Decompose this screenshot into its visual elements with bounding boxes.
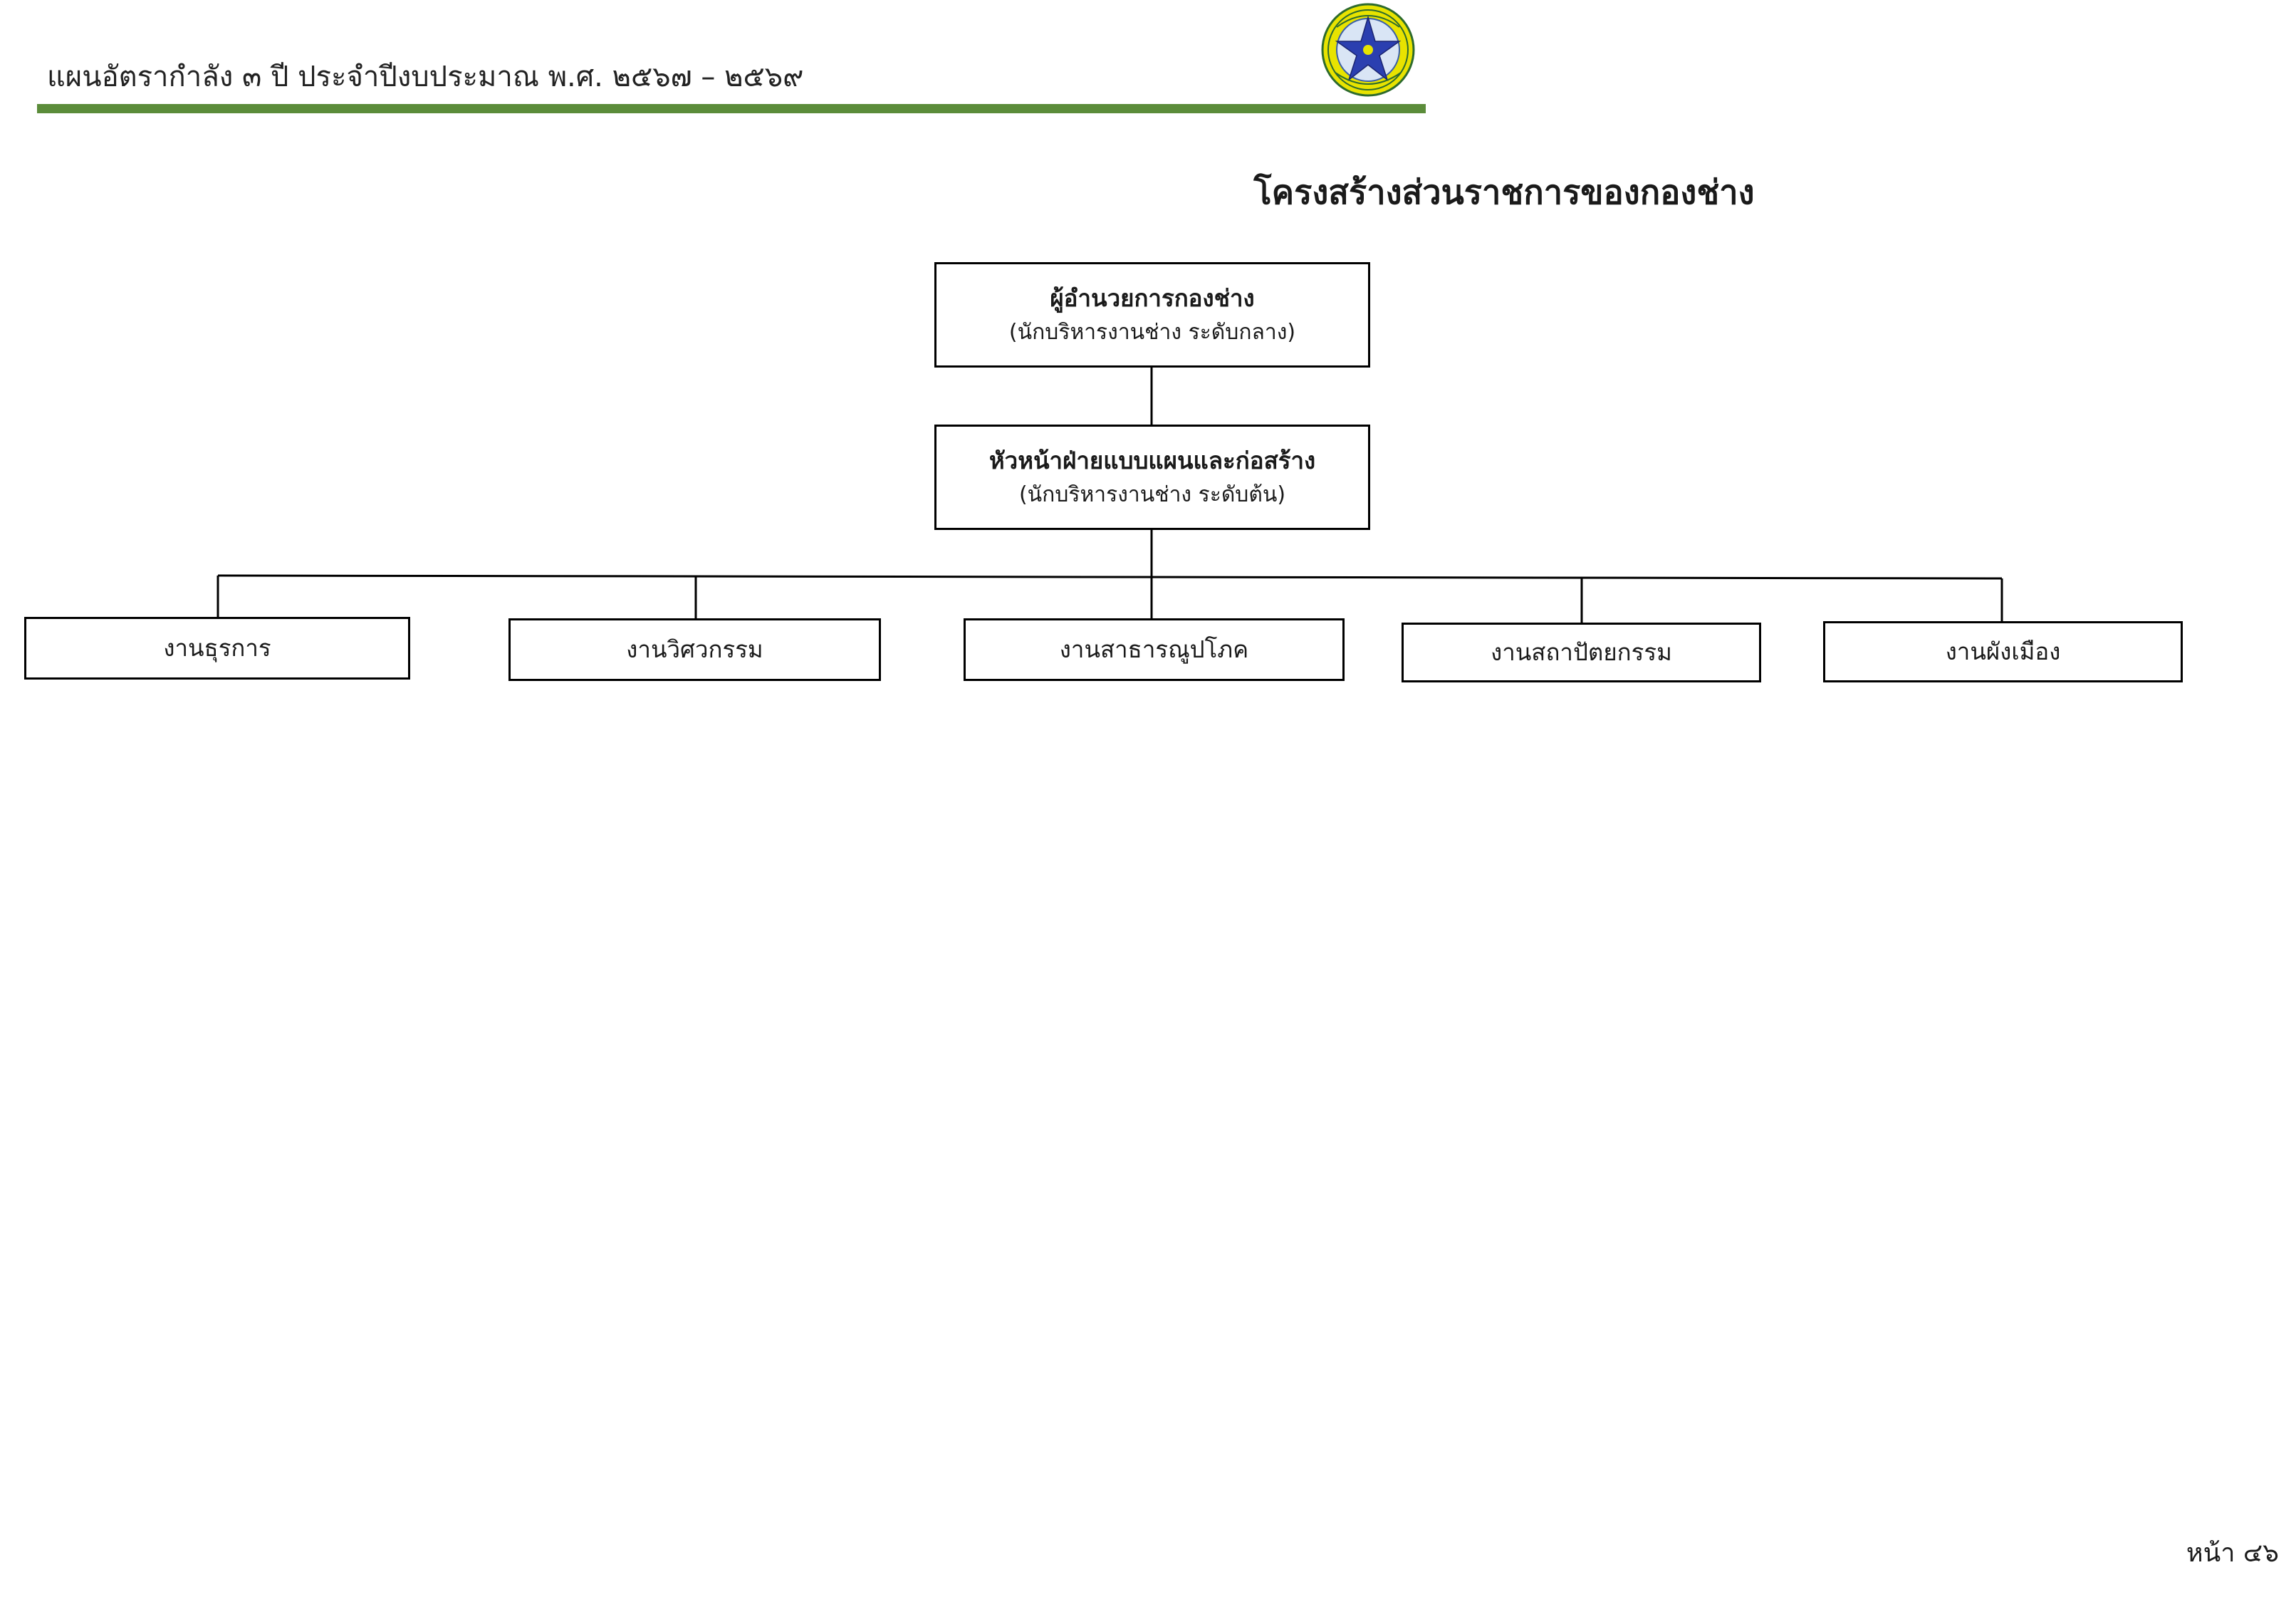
- director-subtitle: (นักบริหารงานช่าง ระดับกลาง): [1008, 320, 1296, 345]
- document-header-title: แผนอัตรากำลัง ๓ ปี ประจำปีงบประมาณ พ.ศ. ๒๕๖๗ – ๒๕๖๙: [47, 61, 804, 93]
- unit-label: งานธุรการ: [163, 634, 271, 662]
- diagram-title: โครงสร้างส่วนราชการของกองช่าง: [1253, 173, 1755, 212]
- section-head-title: หัวหน้าฝ่ายแบบแผนและก่อสร้าง: [988, 447, 1316, 474]
- unit-label: งานวิศวกรรม: [626, 635, 763, 663]
- municipal-seal-star-icon: [1320, 1, 1416, 98]
- section-head-box: [934, 425, 1370, 530]
- connector-bus: [218, 576, 2002, 578]
- section-head-subtitle: (นักบริหารงานช่าง ระดับต้น): [1018, 482, 1286, 507]
- page-number: หน้า ๔๖: [2186, 1539, 2279, 1568]
- unit-box-engineering: [508, 618, 881, 681]
- unit-label: งานสาธารณูปโภค: [1059, 635, 1249, 663]
- director-box: [934, 262, 1370, 368]
- unit-box-town-planning: [1823, 621, 2183, 682]
- director-title: ผู้อำนวยการกองช่าง: [1050, 284, 1255, 312]
- unit-label: งานสถาปัตยกรรม: [1491, 638, 1672, 666]
- unit-box-general-affairs: [24, 617, 410, 680]
- unit-box-public-utilities: [964, 618, 1345, 681]
- header-rule: [37, 104, 1426, 113]
- unit-label: งานผังเมือง: [1945, 638, 2061, 665]
- unit-box-architecture: [1402, 623, 1761, 682]
